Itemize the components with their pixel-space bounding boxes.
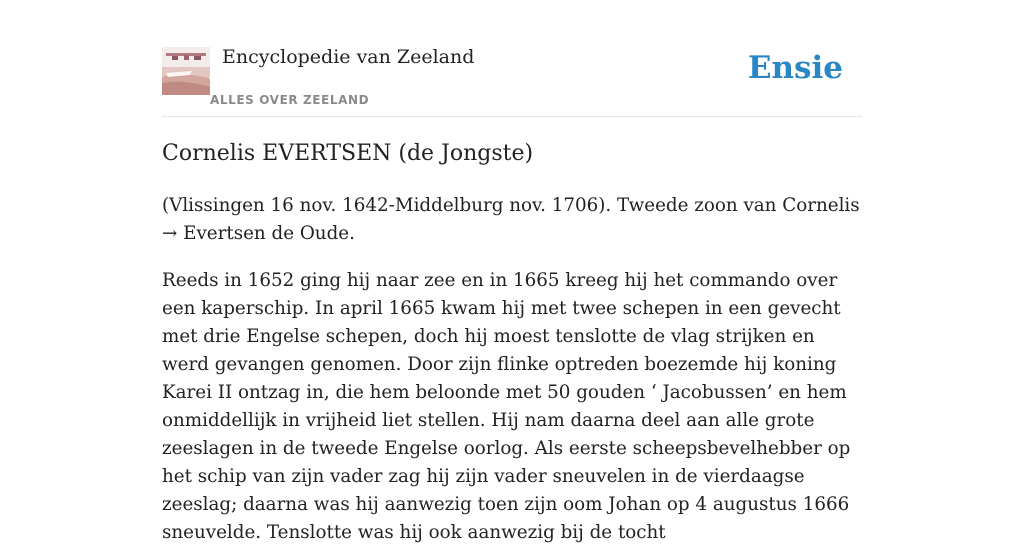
- landscape-thumbnail-icon: [162, 47, 210, 95]
- article-paragraph-2: Reeds in 1652 ging hij naar zee en in 1665 kreeg hij het commando over een kaperschip. In april 1665 kwam hij met twee schepen in een gevecht met drie Engelse schepen, doch hij moest tenslotte de vlag strijken en werd gevangen genomen. Door zijn flinke optreden boezemde hij koning Karei II ontzag in, die hem beloonde met 50 gouden ‘ Jacobussen’ en hem onmiddellijk in vrijheid liet stellen. Hij nam daarna deel aan alle grote zeeslagen in de tweede Engelse oorlog. Als eerste scheepsbevelhebber op het schip van zijn vader zag hij zijn vader sneuvelen in de vierdaagse zeeslag; daarna was hij aanwezig toen zijn oom Johan op 4 augustus 1666 sneuvelde. Tenslotte was hij ook aanwezig bij de tocht: [162, 270, 851, 543]
- article-title: Cornelis EVERTSEN (de Jongste): [162, 141, 534, 166]
- brand-logo[interactable]: Ensie: [747, 50, 843, 86]
- page: [162, 0, 862, 543]
- site-title[interactable]: Encyclopedie van Zeeland: [222, 46, 475, 68]
- article-paragraph-1: (Vlissingen 16 nov. 1642-Middelburg nov. 1706). Tweede zoon van Cornelis → Evertsen de Oude.: [162, 195, 860, 244]
- site-subtitle: ALLES OVER ZEELAND: [210, 93, 370, 107]
- site-header: [162, 45, 862, 117]
- site-avatar-icon[interactable]: [162, 47, 210, 95]
